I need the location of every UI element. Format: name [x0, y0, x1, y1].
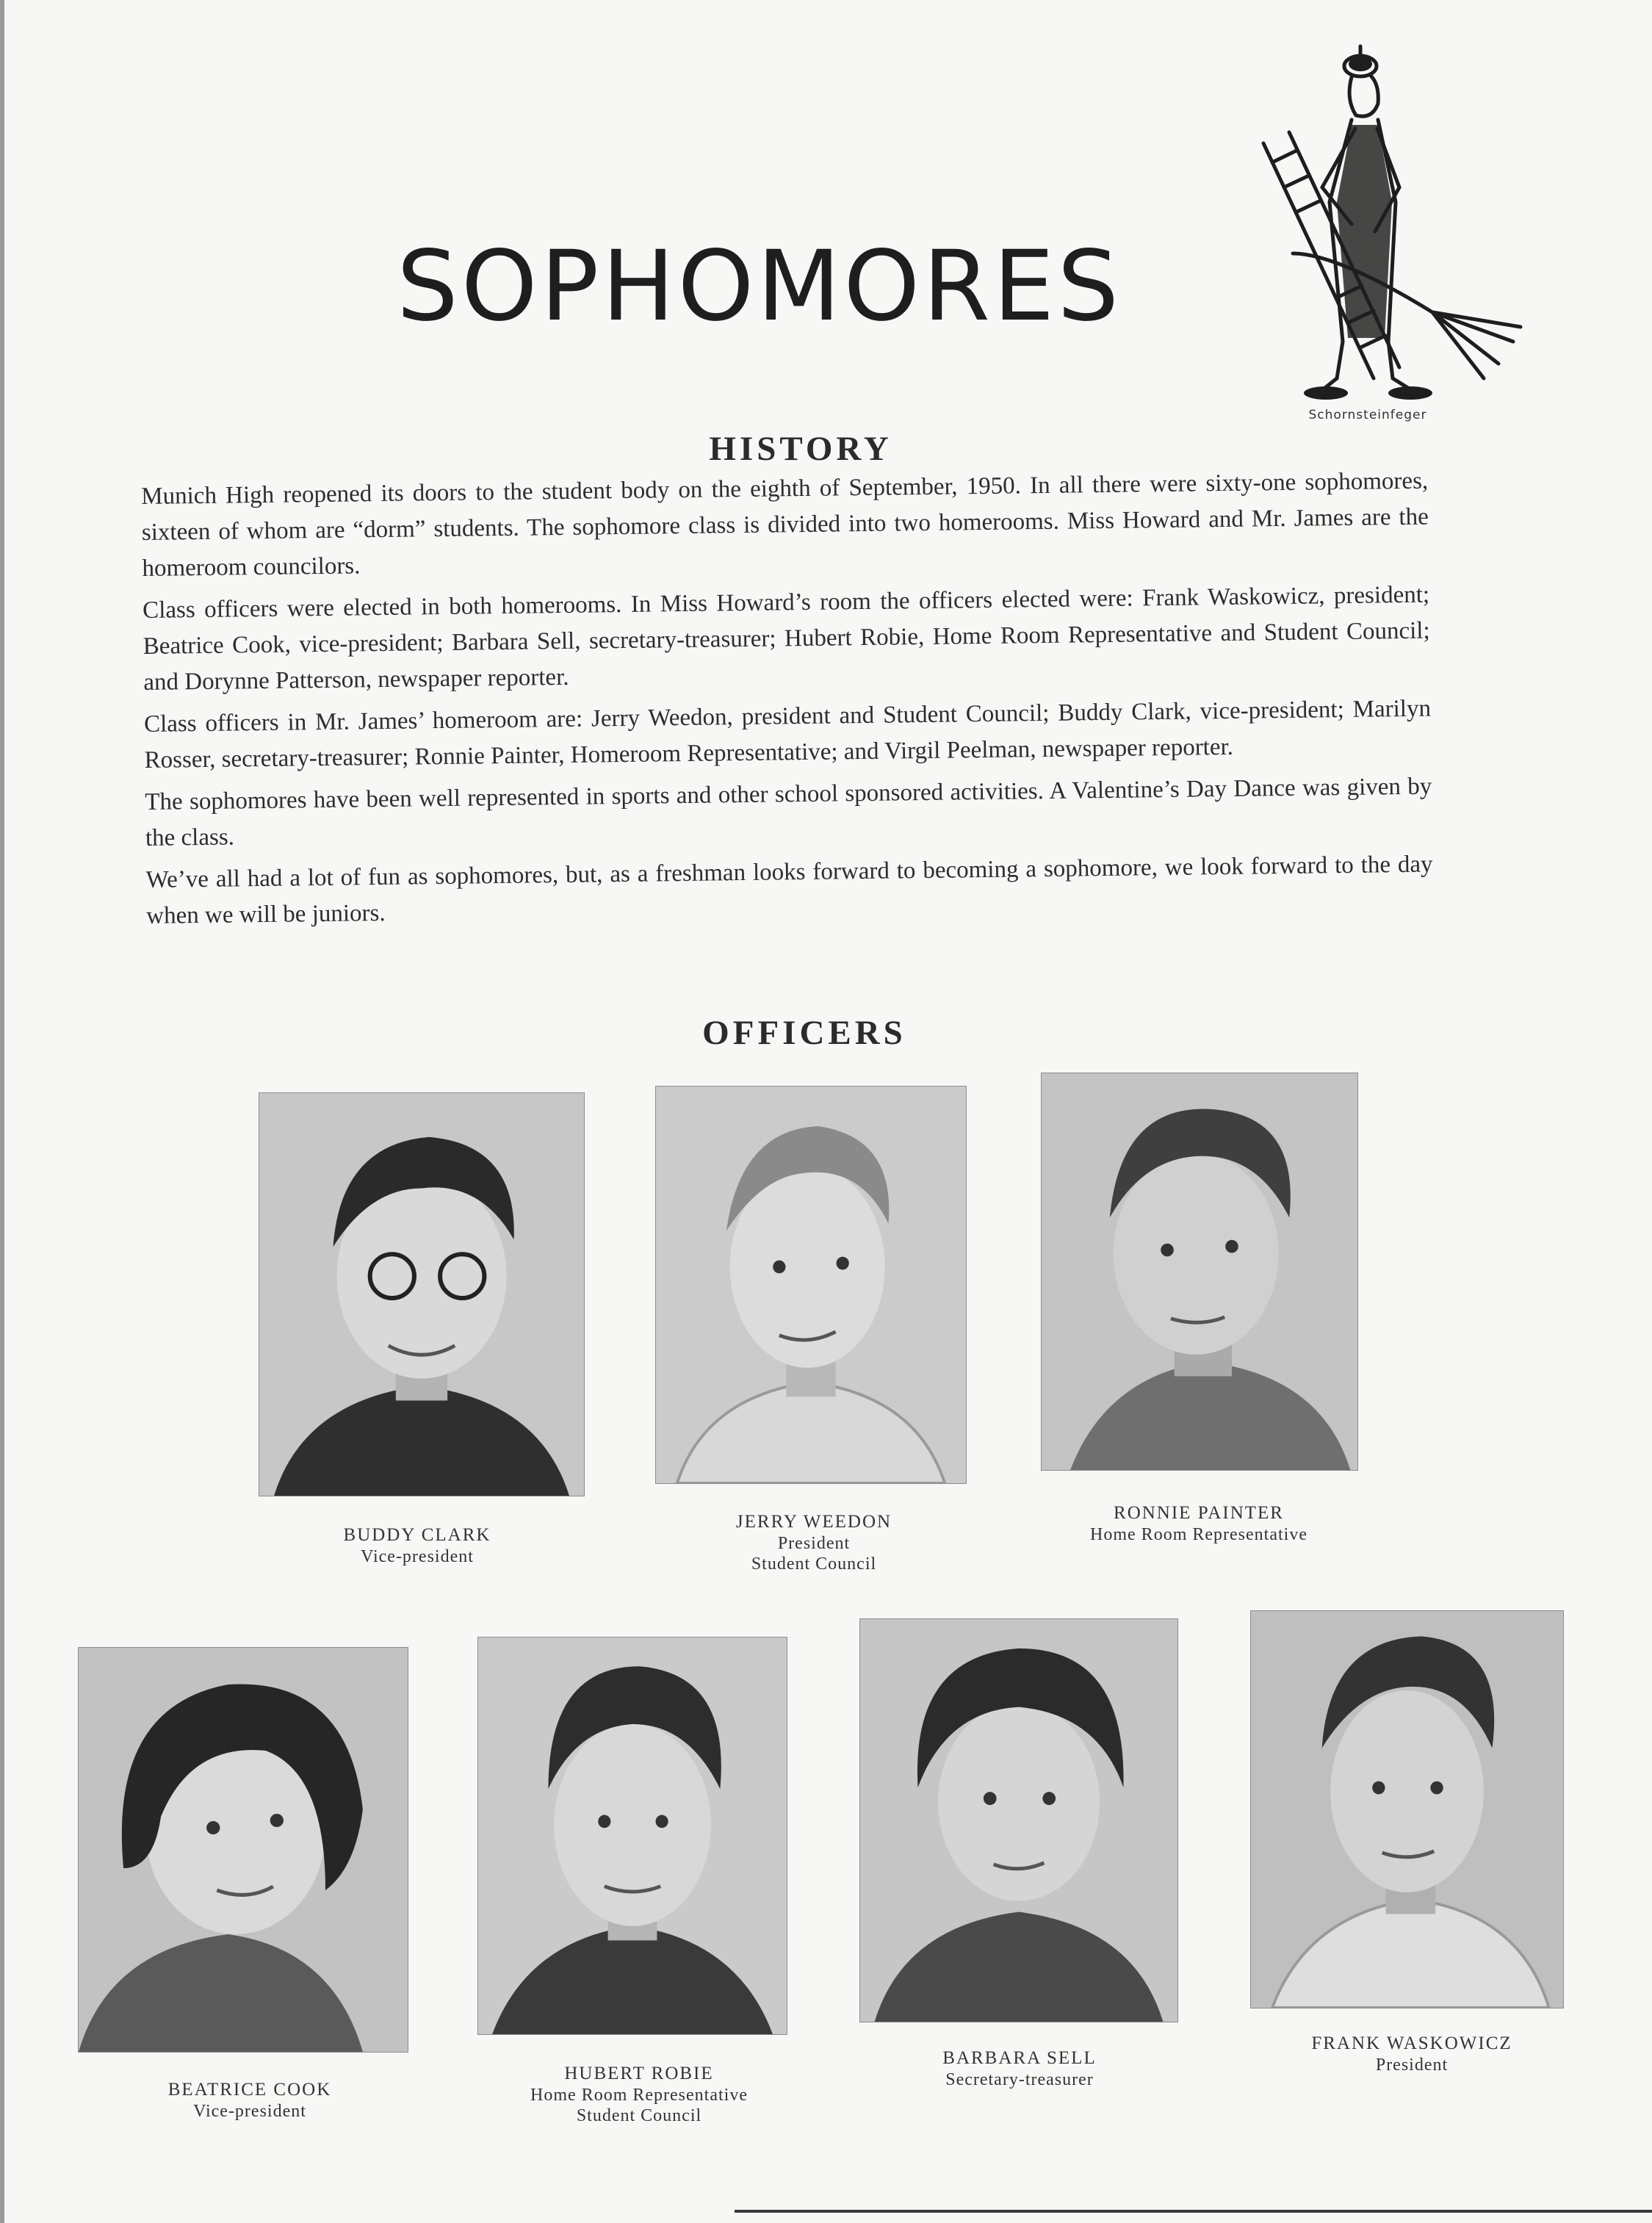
- officer-caption: [660, 1511, 968, 1574]
- officer-role: President: [777, 1534, 851, 1553]
- history-paragraph: We’ve all had a lot of fun as sophomores, but, as a freshman looks forward to becoming a sophomore, we look forward to the day when we will be juniors.: [145, 851, 1433, 929]
- history-paragraph: Munich High reopened its doors to the student body on the eighth of September, 1950. In all there were sixty-one sophomores, sixteen of whom are “dorm” students. The sophomore class is divided into two homerooms. Miss Howard and Mr. James are the homeroom councilors.: [141, 467, 1429, 582]
- portrait-photo: [1041, 1073, 1358, 1471]
- history-heading: HISTORY: [709, 430, 892, 468]
- portrait-photo: [655, 1086, 967, 1484]
- officer-role: Vice-president: [193, 2102, 306, 2121]
- page-bottom-edge: [735, 2210, 1652, 2213]
- officer-name: RONNIE PAINTER: [1114, 1503, 1284, 1523]
- portrait-photo: [859, 1618, 1178, 2022]
- officer-role: Student Council: [576, 2106, 702, 2125]
- portrait-photo: [78, 1647, 408, 2053]
- officer-name: JERRY WEEDON: [735, 1512, 892, 1532]
- officer-name: BARBARA SELL: [942, 2048, 1097, 2068]
- officer-name: HUBERT ROBIE: [564, 2064, 714, 2083]
- officer-role: President: [1375, 2056, 1449, 2075]
- officer-caption: [263, 1524, 571, 1567]
- officer-caption: [1258, 2033, 1566, 2075]
- officer-caption: [865, 2047, 1174, 2090]
- officers-heading: OFFICERS: [702, 1014, 906, 1052]
- portrait-photo: [259, 1092, 585, 1496]
- history-paragraph: The sophomores have been well represented in sports and other school sponsored activities. A Valentine’s Day Dance was given by the class.: [145, 773, 1432, 851]
- officer-role: Secretary-treasurer: [945, 2070, 1094, 2089]
- page-binding-edge: [0, 0, 4, 2223]
- officer-role: Home Room Representative: [1090, 1525, 1307, 1544]
- history-paragraph: Class officers were elected in both homerooms. In Miss Howard’s room the officers elected were: Frank Waskowicz, president; Beatrice Cook, vice-president; Barbara Sell, secretary-treasurer; Hubert Robie, Home Room Representative and Student Council; and Dorynne Patterson, newspaper reporter.: [142, 581, 1430, 696]
- page-title: SOPHOMORES: [397, 230, 1122, 344]
- officer-name: BEATRICE COOK: [167, 2080, 332, 2100]
- portrait-photo: [477, 1637, 787, 2035]
- officer-caption: [95, 2079, 404, 2122]
- history-text: [141, 464, 1434, 940]
- officer-name: BUDDY CLARK: [343, 1525, 491, 1545]
- officer-role: Student Council: [751, 1554, 877, 1574]
- officer-role: Vice-president: [361, 1547, 474, 1566]
- officer-name: FRANK WASKOWICZ: [1311, 2033, 1512, 2053]
- officer-role: Home Room Representative: [530, 2086, 748, 2105]
- officer-caption: [485, 2063, 793, 2126]
- officer-caption: [1045, 1502, 1353, 1545]
- chimney-sweep-illustration: [1249, 33, 1543, 422]
- illustration-caption: Schornsteinfeger: [1308, 408, 1427, 422]
- history-paragraph: Class officers in Mr. James’ homeroom are: Jerry Weedon, president and Student Council; Buddy Clark, vice-president; Marilyn Rosser, secretary-treasurer; Ronnie Painter, Homeroom Representative; and Virgil Peelman, newspaper reporter.: [143, 695, 1432, 774]
- portrait-photo: [1250, 1610, 1564, 2008]
